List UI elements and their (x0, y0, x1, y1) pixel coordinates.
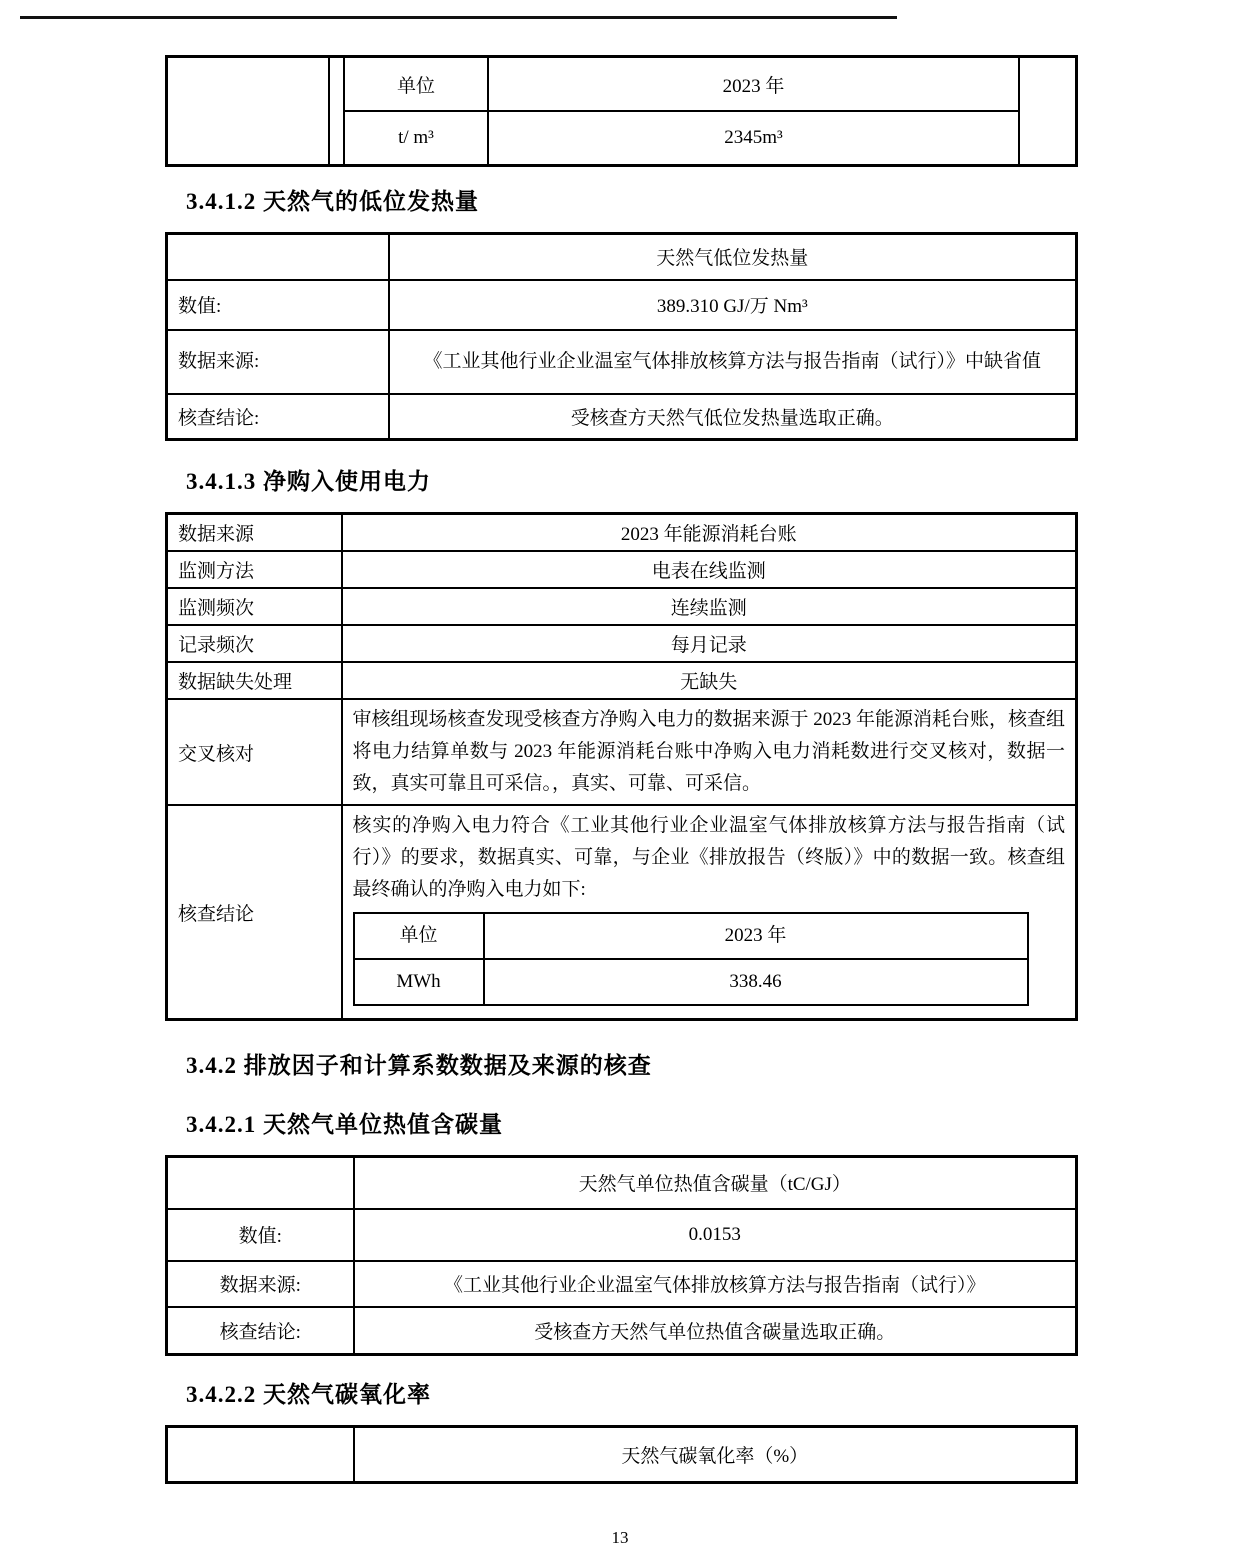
carryover-table (165, 55, 1078, 167)
heading-3422: 3.4.2.2 天然气碳氧化率 (186, 1382, 431, 1407)
row-value: 《工业其他行业企业温室气体排放核算方法与报告指南（试行）》 (354, 1261, 1077, 1307)
quantity-value: 2345m³ (488, 111, 1019, 164)
table-row (167, 1209, 1077, 1261)
row-value: 审核组现场核查发现受核查方净购入电力的数据来源于 2023 年能源消耗台账，核查组将电力结算单数与 2023 年能源消耗台账中净购入电力消耗数进行交叉核对，数据一致，真实可靠且可采信。，真实、可靠、可采信。 (342, 699, 1077, 805)
table-row (167, 805, 1077, 1020)
table-row (167, 1307, 1077, 1355)
unit-label: 单位 (354, 913, 484, 959)
page-header-rule (20, 16, 897, 19)
table-row (167, 551, 1077, 588)
table-row (167, 234, 1077, 280)
row-label: 数据来源: (167, 1261, 354, 1307)
row-label: 记录频次 (167, 625, 342, 662)
row-value: 连续监测 (342, 588, 1077, 625)
table-row (167, 280, 1077, 330)
row-value: 受核查方天然气低位发热量选取正确。 (389, 394, 1077, 440)
row-value: 0.0153 (354, 1209, 1077, 1261)
table-electricity (165, 512, 1078, 1021)
table-row (354, 913, 1028, 959)
row-value (342, 805, 1077, 1020)
row-label: 核查结论: (167, 1307, 354, 1355)
row-value: 每月记录 (342, 625, 1077, 662)
row-label: 数值: (167, 280, 389, 330)
row-label: 数据来源 (167, 514, 342, 552)
mwh-label: MWh (354, 959, 484, 1005)
heading-3412: 3.4.1.2 天然气的低位发热量 (186, 189, 479, 214)
row-label: 数值: (167, 1209, 354, 1261)
carryover-nested-table (343, 58, 1020, 164)
confirmed-electricity-table (353, 912, 1029, 1006)
table-oxidation-rate (165, 1425, 1078, 1484)
table-ncv (165, 232, 1078, 441)
table-carbon-content (165, 1155, 1078, 1356)
heading-342: 3.4.2 排放因子和计算系数数据及来源的核查 (186, 1053, 652, 1078)
row-label: 监测方法 (167, 551, 342, 588)
table-row (167, 588, 1077, 625)
row-value: 2023 年能源消耗台账 (342, 514, 1077, 552)
quantity-label: t/ m³ (344, 111, 488, 164)
row-label: 监测频次 (167, 588, 342, 625)
row-value: 389.310 GJ/万 Nm³ (389, 280, 1077, 330)
carryover-gap (330, 58, 343, 164)
heading-3413: 3.4.1.3 净购入使用电力 (186, 469, 431, 494)
table-header-cell: 天然气单位热值含碳量（tC/GJ） (354, 1157, 1077, 1209)
row-label: 交叉核对 (167, 699, 342, 805)
table-row (167, 625, 1077, 662)
page-number: 13 (611, 1528, 629, 1547)
table-row (167, 1157, 1077, 1209)
table-row (354, 959, 1028, 1005)
row-label: 核查结论: (167, 394, 389, 440)
table-header-cell: 天然气低位发热量 (389, 234, 1077, 280)
conclusion-paragraph: 核实的净购入电力符合《工业其他行业企业温室气体排放核算方法与报告指南（试行）》的要求，数据真实、可靠，与企业《排放报告（终版）》中的数据一致。核查组最终确认的净购入电力如下: (352, 815, 1065, 900)
row-value: 《工业其他行业企业温室气体排放核算方法与报告指南（试行）》中缺省值 (389, 330, 1077, 394)
table-row (167, 1427, 1077, 1483)
table-row (167, 662, 1077, 699)
row-value: 电表在线监测 (342, 551, 1077, 588)
unit-label: 单位 (344, 58, 488, 111)
blank-cell (167, 234, 389, 280)
table-row (167, 1261, 1077, 1307)
table-header-cell: 天然气碳氧化率（%） (354, 1427, 1077, 1483)
table-row (167, 699, 1077, 805)
blank-cell (167, 1157, 354, 1209)
table-row (167, 330, 1077, 394)
page-content (0, 55, 1240, 1484)
blank-cell (167, 1427, 354, 1483)
unit-value: 2023 年 (488, 58, 1019, 111)
unit-value: 2023 年 (484, 913, 1028, 959)
table-row (344, 58, 1019, 111)
table-row (167, 514, 1077, 552)
mwh-value: 338.46 (484, 959, 1028, 1005)
row-label: 核查结论 (167, 805, 342, 1020)
row-value: 受核查方天然气单位热值含碳量选取正确。 (354, 1307, 1077, 1355)
row-value: 无缺失 (342, 662, 1077, 699)
table-row (344, 111, 1019, 164)
carryover-left-blank-cell (168, 58, 330, 164)
table-row (167, 394, 1077, 440)
heading-3421: 3.4.2.1 天然气单位热值含碳量 (186, 1112, 503, 1137)
carryover-right-blank-cell (1020, 58, 1075, 164)
row-label: 数据缺失处理 (167, 662, 342, 699)
row-label: 数据来源: (167, 330, 389, 394)
